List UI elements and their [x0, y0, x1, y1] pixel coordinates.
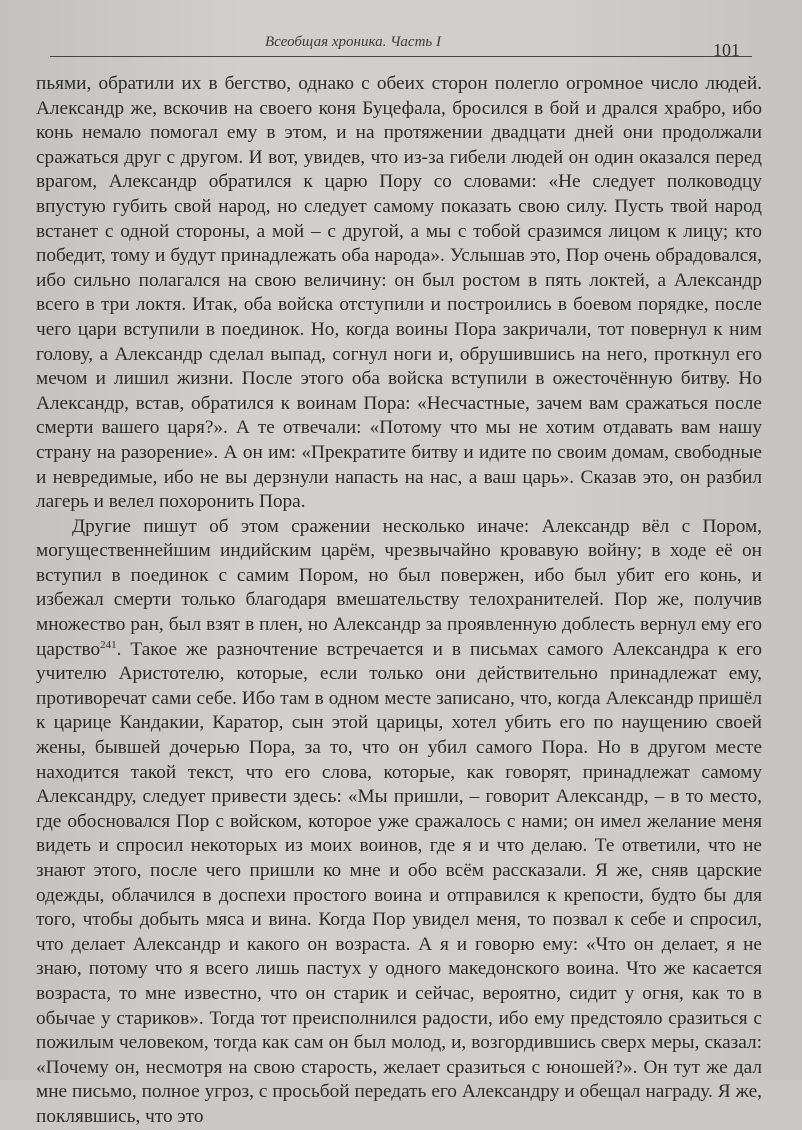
paragraph-2 — [36, 515, 762, 1130]
body-text — [36, 72, 762, 1130]
paragraph-2-text-a: Другие пишут об этом сражении несколько иначе: Александр вёл с Пором, могущественнейшим индийским царём, чрезвычайно кровавую войну; в ходе её он вступил в поединок с самим Пором, но был повержен, ибо был убит его конь, и избежал смерти только благодаря вмешательству телохранителей. Пор же, получив множество ран, был взят в плен, но Александр за проявленную доблесть вернул ему его царство — [36, 515, 762, 660]
header-rule — [50, 56, 752, 57]
running-head — [0, 30, 802, 60]
paragraph-2-text-b: . Такое же разночтение встречается и в письмах самого Александра к его учителю Аристотелю, которые, если только они действительно принадлежат ему, противоречат сами себе. Ибо там в одном месте записано, что, когда Александр пришёл к царице Кандакии, Каратор, сын этой царицы, хотел убить его по наущению своей жены, бывшей дочерью Пора, за то, что он убил самого Пора. Но в другом месте находится такой текст, что его слова, которые, как говорят, принадлежат самому Александру, следует привести здесь: «Мы пришли, – говорит Александр, – в то место, где обосновался Пор с войском, которое уже сражалось с нами; он имел желание меня видеть и спросил некоторых из моих воинов, где я и что делаю. Те ответили, что не знают этого, после чего пришли ко мне и обо всём рассказали. Я же, сняв царские одежды, облачился в доспехи простого воина и отправился к крепости, будто бы для того, чтобы добыть мяса и вина. Когда Пор увидел меня, то позвал к себе и спросил, что делает Александр и какого он возраста. А я и говорю ему: «Что он делает, я не знаю, потому что я всего лишь пастух у одного македонского воина. Что же касается возраста, то мне известно, что он старик и сейчас, вероятно, сидит у огня, как то в обычае у стариков». Тогда тот преисполнился радости, ибо ему предстояло сразиться с пожилым человеком, тогда как сам он был молод, и, возгордившись сверх меры, сказал: «Почему он, несмотря на свою старость, желает сразиться с юношей?». Он тут же дал мне письмо, полное угроз, с просьбой передать его Александру и обещал награду. Я же, поклявшись, что это — [36, 638, 762, 1127]
page-number: 101 — [713, 40, 740, 60]
running-head-title: Всеобщая хроника. Часть I — [265, 34, 441, 50]
footnote-ref: 241 — [100, 638, 117, 651]
paragraph-1: пьями, обратили их в бегство, однако с обеих сторон полегло огромное число людей. Александр же, вскочив на своего коня Буцефала, бросился в бой и дрался храбро, ибо конь немало помогал ему в этом, и на протяжении двадцати дней они продолжали сражаться друг с другом. И вот, увидев, что из-за гибели людей он один оказался перед врагом, Александр обратился к царю Пору со словами: «Не следует полководцу впустую губить свой народ, но следует самому показать свою силу. Пусть твой народ встанет с одной стороны, а мой – с другой, а мы с тобой сразимся лицом к лицу; кто победит, тому и будут принадлежать оба народа». Услышав это, Пор очень обрадовался, ибо сильно полагался на свою величину: он был ростом в пять локтей, а Александр всего в три локтя. Итак, оба войска отступили и построились в боевом порядке, после чего цари вступили в поединок. Но, когда воины Пора закричали, тот повернул к ним голову, а Александр сделал выпад, согнул ноги и, обрушившись на него, проткнул его мечом и лишил жизни. После этого оба войска вступили в ожесточённую битву. Но Александр, встав, обратился к воинам Пора: «Несчастные, зачем вам сражаться после смерти вашего царя?». А те отвечали: «Потому что мы не хотим отдавать вам нашу страну на разорение». А он им: «Прекратите битву и идите по своим домам, свободные и невредимые, ибо не вы дерзнули напасть на нас, а ваш царь». Сказав это, он разбил лагерь и велел похоронить Пора. — [36, 73, 762, 513]
